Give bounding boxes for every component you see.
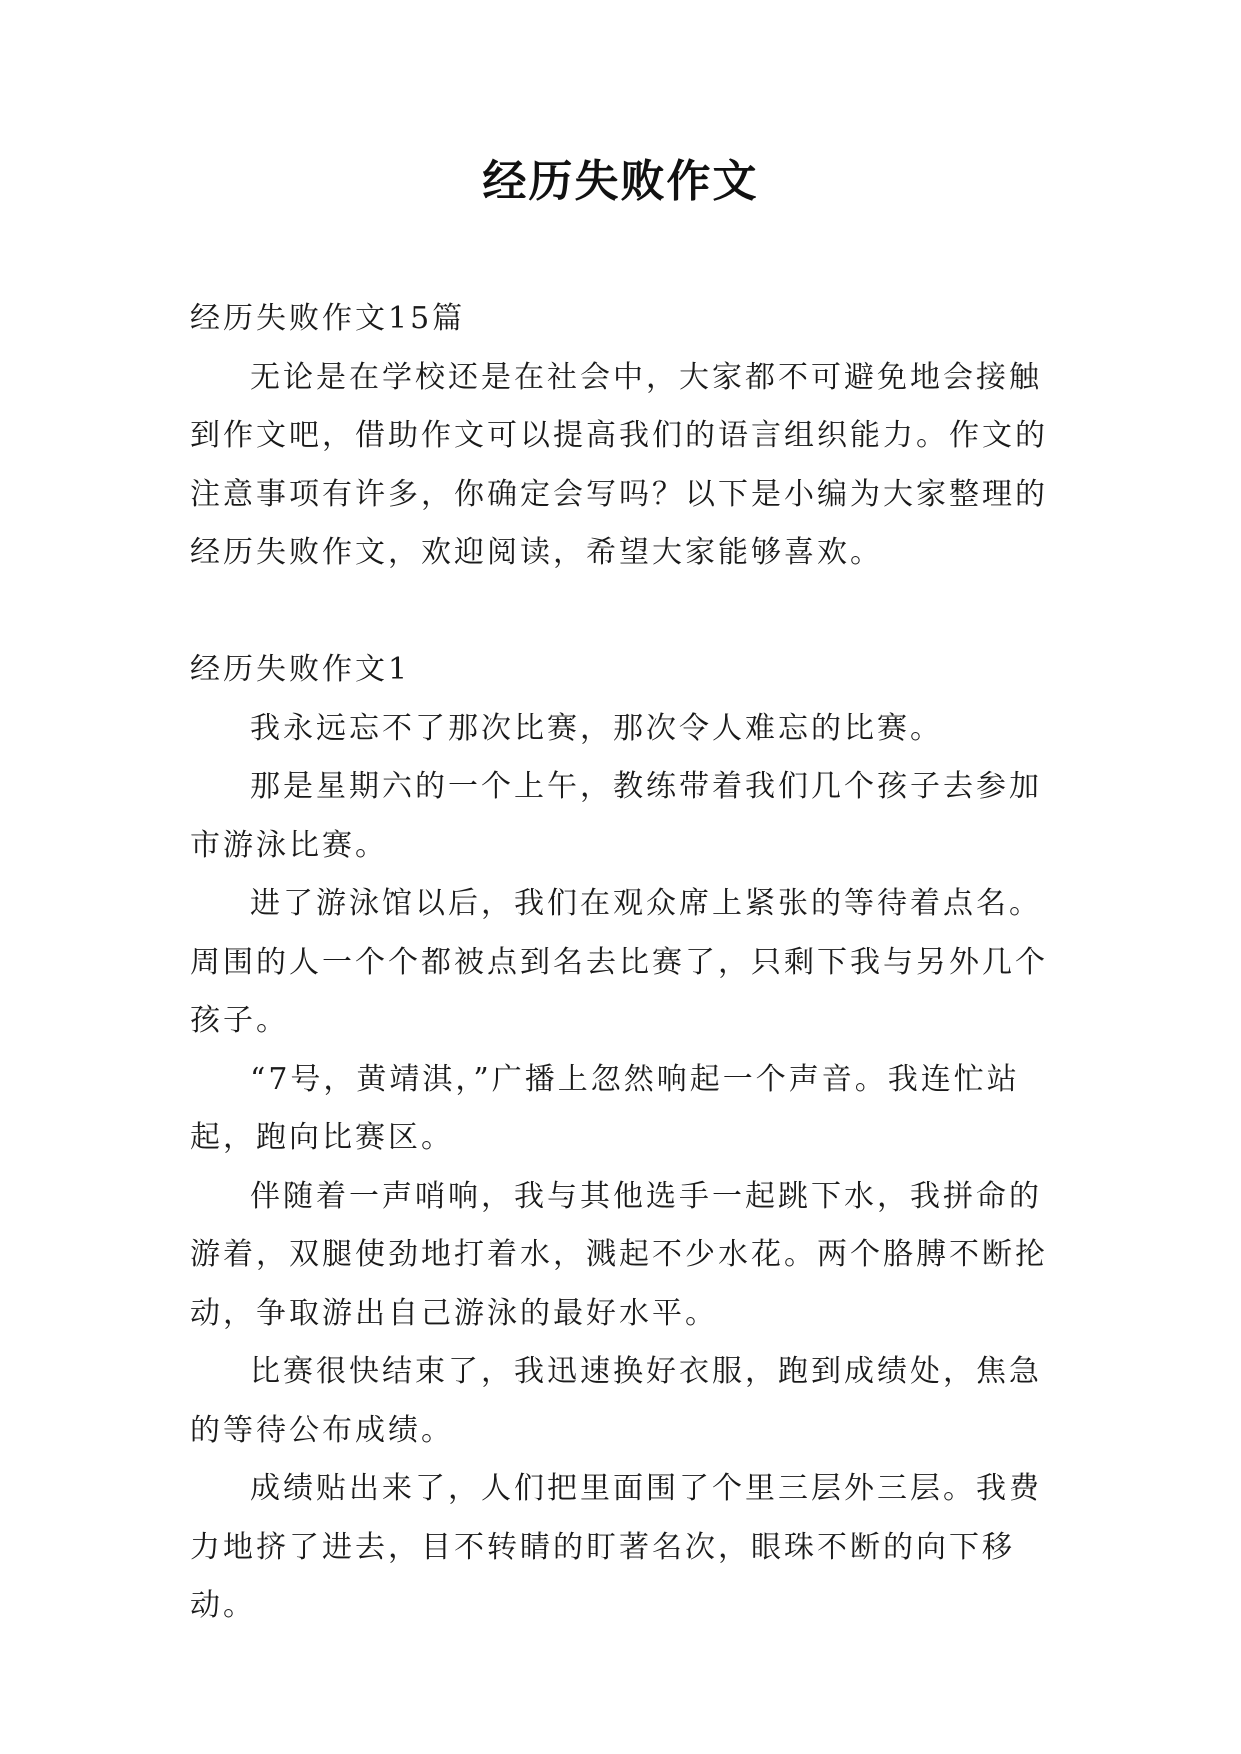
paragraph-spacer [190, 583, 1060, 642]
body-paragraph: 那是星期六的一个上午，教练带着我们几个孩子去参加市游泳比赛。 [190, 769, 1042, 863]
document-title: 经历失败作文 [482, 156, 759, 207]
body-paragraph: 伴随着一声哨响，我与其他选手一起跳下水，我拼命的游着，双腿使劲地打着水，溅起不少水花。两个胳膊不断抡动，争取游出自己游泳的最好水平。 [190, 1178, 1048, 1331]
body-paragraph: 进了游泳馆以后，我们在观众席上紧张的等待着点名。周围的人一个个都被点到名去比赛了，只剩下我与另外几个孩子。 [190, 886, 1048, 1038]
intro-heading: 经历失败作文15篇 [190, 301, 466, 336]
section-heading: 经历失败作文1 [190, 652, 411, 687]
intro-paragraph: 无论是在学校还是在社会中，大家都不可避免地会接触到作文吧，借助作文可以提高我们的语言组织能力。作文的注意事项有许多，你确定会写吗？以下是小编为大家整理的经历失败作文，欢迎阅读，希望大家能够喜欢。 [190, 359, 1048, 570]
body-paragraph: 我永远忘不了那次比赛，那次令人难忘的比赛。 [250, 710, 943, 746]
document-body [190, 290, 1060, 1636]
body-paragraph: 成绩贴出来了，人们把里面围了个里三层外三层。我费力地挤了进去，目不转睛的盯著名次，眼珠不断的向下移动。 [190, 1471, 1042, 1623]
body-paragraph: “7号，黄靖淇，”广播上忽然响起一个声音。我连忙站起，跑向比赛区。 [190, 1061, 1020, 1155]
body-paragraph: 比赛很快结束了，我迅速换好衣服，跑到成绩处，焦急的等待公布成绩。 [190, 1354, 1042, 1448]
